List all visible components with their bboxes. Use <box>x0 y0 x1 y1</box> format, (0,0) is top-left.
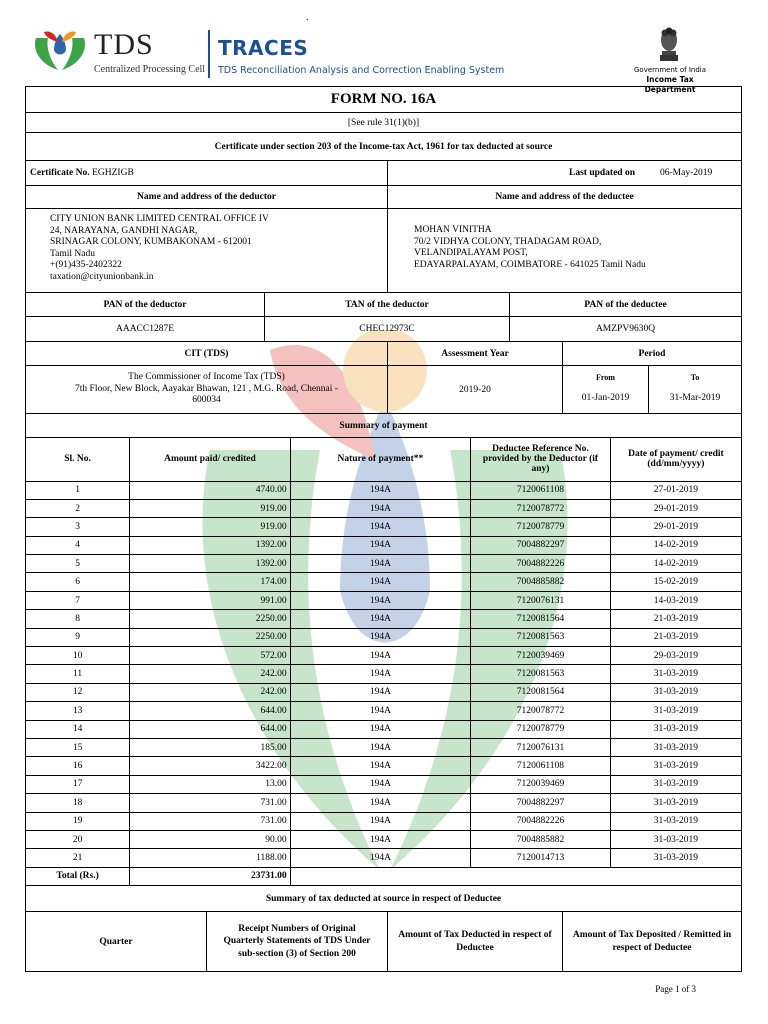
reference-cell: 7120076131 <box>471 738 611 756</box>
pan-deductee-label: PAN of the deductee <box>584 299 667 310</box>
reference-cell: 7120081564 <box>471 683 611 701</box>
table-row <box>26 610 741 628</box>
table-row <box>26 628 741 646</box>
sl-no-cell: 18 <box>26 794 130 812</box>
nature-cell: 194A <box>290 665 470 683</box>
nature-cell: 194A <box>290 830 470 848</box>
payment-table-body <box>26 481 741 867</box>
table-row <box>26 720 741 738</box>
traces-title: TRACES <box>218 36 309 60</box>
nature-cell: 194A <box>290 647 470 665</box>
certificate-cell <box>26 161 388 185</box>
tan-deductor-label: TAN of the deductor <box>345 299 429 310</box>
nature-cell: 194A <box>290 518 470 536</box>
table-row <box>26 683 741 701</box>
deductee-line: EDAYARPALAYAM, COIMBATORE - 641025 Tamil Nadu <box>414 259 646 270</box>
deductor-address <box>26 209 388 292</box>
sl-no-cell: 3 <box>26 518 130 536</box>
amount-cell: 1392.00 <box>130 536 291 554</box>
sl-no-cell: 16 <box>26 757 130 775</box>
nature-cell: 194A <box>290 555 470 573</box>
cit-line: 7th Floor, New Block, Aayakar Bhawan, 121 , M.G. Road, Chennai - <box>75 383 338 394</box>
sl-no-cell: 11 <box>26 665 130 683</box>
nature-cell: 194A <box>290 738 470 756</box>
deductor-line: Tamil Nadu <box>50 248 95 259</box>
reference-cell: 7120076131 <box>471 591 611 609</box>
national-emblem-icon <box>656 25 682 63</box>
payment-table <box>26 438 741 886</box>
amount-cell: 2250.00 <box>130 610 291 628</box>
reference-cell: 7120061108 <box>471 481 611 499</box>
nature-cell: 194A <box>290 757 470 775</box>
form-title-row <box>26 87 741 113</box>
tax-table-header <box>26 912 741 972</box>
amount-cell: 731.00 <box>130 812 291 830</box>
summary-payment-heading: Summary of payment <box>339 420 428 431</box>
address-row <box>26 209 741 293</box>
table-row <box>26 757 741 775</box>
cit-address <box>26 366 388 413</box>
cit-line: The Commissioner of Income Tax (TDS) <box>128 372 285 383</box>
sl-no-cell: 13 <box>26 702 130 720</box>
table-row <box>26 647 741 665</box>
to-label: To <box>690 373 700 382</box>
last-updated-cell <box>388 161 741 185</box>
date-cell: 29-03-2019 <box>610 647 741 665</box>
date-cell: 27-01-2019 <box>610 481 741 499</box>
certificate-row <box>26 161 741 186</box>
nature-cell: 194A <box>290 775 470 793</box>
certificate-heading-row <box>26 133 741 161</box>
col-nature: Nature of payment** <box>290 438 470 481</box>
sl-no-cell: 10 <box>26 647 130 665</box>
table-row <box>26 775 741 793</box>
tds-logo-text: TDS <box>94 28 154 61</box>
deductee-line: 70/2 VIDHYA COLONY, THADAGAM ROAD, <box>414 236 602 247</box>
deductee-heading-cell <box>388 186 741 208</box>
pan-tan-heading-row <box>26 293 741 317</box>
table-row <box>26 738 741 756</box>
amount-cell: 4740.00 <box>130 481 291 499</box>
sl-no-cell: 1 <box>26 481 130 499</box>
table-row <box>26 481 741 499</box>
assessment-year-cell <box>388 366 563 413</box>
sl-no-cell: 8 <box>26 610 130 628</box>
tds-subtitle: Centralized Processing Cell <box>94 64 206 75</box>
date-cell: 31-03-2019 <box>610 720 741 738</box>
date-cell: 21-03-2019 <box>610 628 741 646</box>
amount-cell: 242.00 <box>130 683 291 701</box>
nature-cell: 194A <box>290 720 470 738</box>
date-cell: 31-03-2019 <box>610 702 741 720</box>
header-divider <box>208 30 210 78</box>
total-label: Total (Rs.) <box>26 867 130 885</box>
reference-cell: 7120081563 <box>471 628 611 646</box>
col-quarter: Quarter <box>26 912 207 971</box>
cit-heading-row <box>26 342 741 366</box>
nature-cell: 194A <box>290 683 470 701</box>
pan-deductor-label: PAN of the deductor <box>103 299 187 310</box>
deductee-line: VELANDIPALAYAM POST, <box>414 248 528 259</box>
summary-tax-heading: Summary of tax deducted at source in respect of Deductee <box>265 893 502 904</box>
amount-cell: 572.00 <box>130 647 291 665</box>
nature-cell: 194A <box>290 812 470 830</box>
certificate-number: EGHZIGB <box>92 168 134 178</box>
reference-cell: 7120081564 <box>471 610 611 628</box>
cit-label: CIT (TDS) <box>184 348 229 359</box>
period-to-value: 31-Mar-2019 <box>669 393 721 403</box>
reference-cell: 7004882297 <box>471 536 611 554</box>
nature-cell: 194A <box>290 591 470 609</box>
date-cell: 31-03-2019 <box>610 665 741 683</box>
total-empty <box>471 867 611 885</box>
page-header <box>0 0 768 94</box>
nature-cell: 194A <box>290 702 470 720</box>
pan-deductor-value: AAACC1287E <box>115 324 175 334</box>
traces-subtitle: TDS Reconciliation Analysis and Correction Enabling System <box>218 65 505 76</box>
deductor-line: +(91)435-2402322 <box>50 260 122 271</box>
amount-cell: 242.00 <box>130 665 291 683</box>
reference-cell: 7120014713 <box>471 849 611 867</box>
total-row <box>26 867 741 885</box>
sl-no-cell: 6 <box>26 573 130 591</box>
deductor-heading: Name and address of the deductor <box>137 192 276 202</box>
table-row <box>26 573 741 591</box>
sl-no-cell: 14 <box>26 720 130 738</box>
date-cell: 14-02-2019 <box>610 555 741 573</box>
reference-cell: 7120078779 <box>471 518 611 536</box>
nature-cell: 194A <box>290 794 470 812</box>
reference-cell: 7004882226 <box>471 812 611 830</box>
nature-cell: 194A <box>290 628 470 646</box>
nature-cell: 194A <box>290 610 470 628</box>
deductor-line: CITY UNION BANK LIMITED CENTRAL OFFICE IV <box>50 214 269 224</box>
reference-cell: 7120061108 <box>471 757 611 775</box>
address-heading-row <box>26 186 741 209</box>
deductor-line: taxation@cityunionbank.in <box>50 271 154 282</box>
table-row <box>26 555 741 573</box>
table-row <box>26 812 741 830</box>
last-updated-label: Last updated on <box>569 168 635 178</box>
cit-value-row <box>26 366 741 414</box>
nature-cell: 194A <box>290 573 470 591</box>
col-date: Date of payment/ credit (dd/mm/yyyy) <box>610 438 741 481</box>
cit-line: 600034 <box>192 395 221 406</box>
amount-cell: 731.00 <box>130 794 291 812</box>
reference-cell: 7120081563 <box>471 665 611 683</box>
payment-table-header <box>26 438 741 481</box>
gov-line1: Government of India <box>633 66 707 74</box>
reference-cell: 7004882297 <box>471 794 611 812</box>
from-label: From <box>596 373 615 382</box>
form-16a <box>25 86 742 972</box>
deductor-line: SRINAGAR COLONY, KUMBAKONAM - 612001 <box>50 237 252 248</box>
col-reference: Deductee Reference No. provided by the Deductor (if any) <box>471 438 611 481</box>
period-to-cell <box>649 366 741 413</box>
reference-cell: 7120039469 <box>471 775 611 793</box>
sl-no-cell: 9 <box>26 628 130 646</box>
amount-cell: 3422.00 <box>130 757 291 775</box>
sl-no-cell: 15 <box>26 738 130 756</box>
tds-logo-icon <box>30 28 90 72</box>
date-cell: 31-03-2019 <box>610 683 741 701</box>
reference-cell: 7004882226 <box>471 555 611 573</box>
period-from-cell <box>563 366 649 413</box>
col-tax-deposited: Amount of Tax Deposited / Remitted in respect of Deductee <box>572 930 732 953</box>
period-label: Period <box>638 348 666 359</box>
nature-cell: 194A <box>290 849 470 867</box>
date-cell: 31-03-2019 <box>610 775 741 793</box>
page-number: Page 1 of 3 <box>655 984 696 994</box>
form-title: FORM NO. 16A <box>330 91 437 107</box>
total-amount: 23731.00 <box>130 867 291 885</box>
tan-deductor-value: CHEC12973C <box>359 324 415 334</box>
date-cell: 31-03-2019 <box>610 757 741 775</box>
certificate-label: Certificate No. <box>30 168 90 178</box>
last-updated-date: 06-May-2019 <box>660 168 713 178</box>
nature-cell: 194A <box>290 536 470 554</box>
pan-deductee-cell <box>510 317 741 341</box>
col-sl-no: Sl. No. <box>26 438 130 481</box>
date-cell: 31-03-2019 <box>610 794 741 812</box>
amount-cell: 1188.00 <box>130 849 291 867</box>
table-row <box>26 518 741 536</box>
summary-payment-heading-row <box>26 414 741 438</box>
assessment-year-label: Assessment Year <box>441 348 509 359</box>
amount-cell: 2250.00 <box>130 628 291 646</box>
sl-no-cell: 7 <box>26 591 130 609</box>
table-row <box>26 536 741 554</box>
amount-cell: 991.00 <box>130 591 291 609</box>
rule-row <box>26 113 741 133</box>
date-cell: 14-02-2019 <box>610 536 741 554</box>
amount-cell: 644.00 <box>130 720 291 738</box>
tan-deductor-cell <box>265 317 510 341</box>
sl-no-cell: 12 <box>26 683 130 701</box>
pan-tan-value-row <box>26 317 741 342</box>
reference-cell: 7004885882 <box>471 830 611 848</box>
date-cell: 31-03-2019 <box>610 738 741 756</box>
amount-cell: 185.00 <box>130 738 291 756</box>
reference-cell: 7004885882 <box>471 573 611 591</box>
amount-cell: 919.00 <box>130 518 291 536</box>
top-mark: . <box>306 12 309 23</box>
date-cell: 31-03-2019 <box>610 849 741 867</box>
assessment-year-value: 2019-20 <box>459 384 491 395</box>
date-cell: 31-03-2019 <box>610 830 741 848</box>
amount-cell: 90.00 <box>130 830 291 848</box>
nature-cell: 194A <box>290 481 470 499</box>
amount-cell: 919.00 <box>130 499 291 517</box>
period-heading-cell <box>563 342 741 365</box>
period-from-value: 01-Jan-2019 <box>581 393 630 403</box>
sl-no-cell: 4 <box>26 536 130 554</box>
date-cell: 29-01-2019 <box>610 518 741 536</box>
date-cell: 29-01-2019 <box>610 499 741 517</box>
table-row <box>26 665 741 683</box>
deductor-line: 24, NARAYANA, GANDHI NAGAR, <box>50 225 198 236</box>
reference-cell: 7120078779 <box>471 720 611 738</box>
sl-no-cell: 17 <box>26 775 130 793</box>
amount-cell: 13.00 <box>130 775 291 793</box>
sl-no-cell: 2 <box>26 499 130 517</box>
table-row <box>26 591 741 609</box>
rule-text: [See rule 31(1)(b)] <box>347 117 420 128</box>
pan-deductor-cell <box>26 317 265 341</box>
reference-cell: 7120078772 <box>471 702 611 720</box>
deductor-heading-cell <box>26 186 388 208</box>
pan-deductee-heading-cell <box>510 293 741 316</box>
cit-heading-cell <box>26 342 388 365</box>
sl-no-cell: 20 <box>26 830 130 848</box>
reference-cell: 7120039469 <box>471 647 611 665</box>
table-row <box>26 499 741 517</box>
certificate-heading: Certificate under section 203 of the Income-tax Act, 1961 for tax deducted at source <box>214 141 553 152</box>
table-row <box>26 830 741 848</box>
tan-deductor-heading-cell <box>265 293 510 316</box>
date-cell: 31-03-2019 <box>610 812 741 830</box>
amount-cell: 644.00 <box>130 702 291 720</box>
table-row <box>26 849 741 867</box>
date-cell: 14-03-2019 <box>610 591 741 609</box>
date-cell: 21-03-2019 <box>610 610 741 628</box>
col-tax-deducted: Amount of Tax Deducted in respect of Deductee <box>388 912 563 971</box>
total-empty <box>610 867 741 885</box>
nature-cell: 194A <box>290 499 470 517</box>
assessment-year-heading-cell <box>388 342 563 365</box>
amount-cell: 174.00 <box>130 573 291 591</box>
table-row <box>26 702 741 720</box>
sl-no-cell: 21 <box>26 849 130 867</box>
deductee-line: MOHAN VINITHA <box>414 225 492 235</box>
col-amount: Amount paid/ credited <box>130 438 291 481</box>
pan-deductor-heading-cell <box>26 293 265 316</box>
table-row <box>26 794 741 812</box>
sl-no-cell: 19 <box>26 812 130 830</box>
pan-deductee-value: AMZPV9630Q <box>595 324 656 334</box>
summary-tax-heading-row <box>26 886 741 912</box>
gov-line2: Income Tax Department <box>644 75 696 94</box>
total-empty <box>290 867 470 885</box>
date-cell: 15-02-2019 <box>610 573 741 591</box>
deductee-heading: Name and address of the deductee <box>495 192 634 202</box>
amount-cell: 1392.00 <box>130 555 291 573</box>
sl-no-cell: 5 <box>26 555 130 573</box>
reference-cell: 7120078772 <box>471 499 611 517</box>
deductee-address <box>388 209 741 292</box>
col-receipt-numbers: Receipt Numbers of Original Quarterly Statements of TDS Under sub-section (3) of Section 200 <box>207 912 388 971</box>
